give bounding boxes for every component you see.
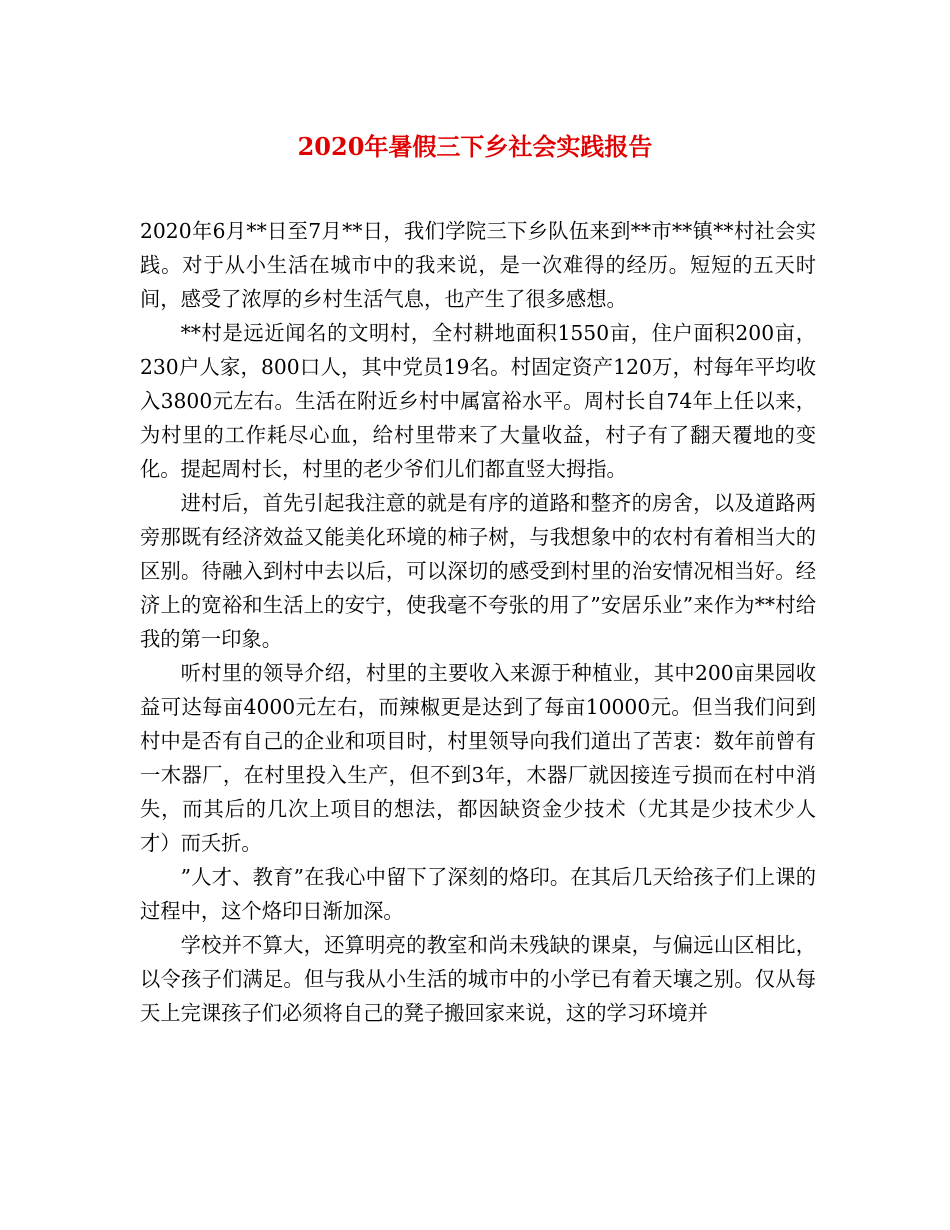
document-body: [140, 214, 816, 1030]
paragraph-intro: 2020年6月**日至7月**日，我们学院三下乡队伍来到**市**镇**村社会实践。对于从小生活在城市中的我来说，是一次难得的经历。短短的五天时间，感受了浓厚的乡村生活气息，也产生了很多感想。: [140, 219, 816, 311]
paragraph-school: 学校并不算大，还算明亮的教室和尚未残缺的课桌，与偏远山区相比，以令孩子们满足。但与我从小生活的城市中的小学已有着天壤之别。仅从每天上完课孩子们必须将自己的凳子搬回家来说，这的学习环境并: [140, 933, 816, 1025]
paragraph-first-impression: 进村后，首先引起我注意的就是有序的道路和整齐的房舍，以及道路两旁那既有经济效益又能美化环境的柿子树，与我想象中的农村有着相当大的区别。待融入到村中去以后，可以深切的感受到村里的治安情况相当好。经济上的宽裕和生活上的安宁，使我毫不夸张的用了”安居乐业”来作为**村给我的第一印象。: [140, 491, 816, 651]
paragraph-income-sources: 听村里的领导介绍，村里的主要收入来源于种植业，其中200亩果园收益可达每亩4000元左右，而辣椒更是达到了每亩10000元。但当我们问到村中是否有自己的企业和项目时，村里领导向我们道出了苦衷：数年前曾有一木器厂，在村里投入生产，但不到3年，木器厂就因接连亏损而在村中消失，而其后的几次上项目的想法，都因缺资金少技术（尤其是少技术少人才）而夭折。: [140, 661, 816, 855]
document-title: 2020年暑假三下乡社会实践报告: [297, 132, 653, 161]
paragraph-talent-education: ”人才、教育”在我心中留下了深刻的烙印。在其后几天给孩子们上课的过程中，这个烙印日渐加深。: [140, 865, 816, 923]
paragraph-village-overview: **村是远近闻名的文明村，全村耕地面积1550亩，住户面积200亩，230户人家，800口人，其中党员19名。村固定资产120万，村每年平均收入3800元左右。生活在附近乡村中属富裕水平。周村长自74年上任以来，为村里的工作耗尽心血，给村里带来了大量收益，村子有了翻天覆地的变化。提起周村长，村里的老少爷们儿们都直竖大拇指。: [140, 321, 816, 481]
